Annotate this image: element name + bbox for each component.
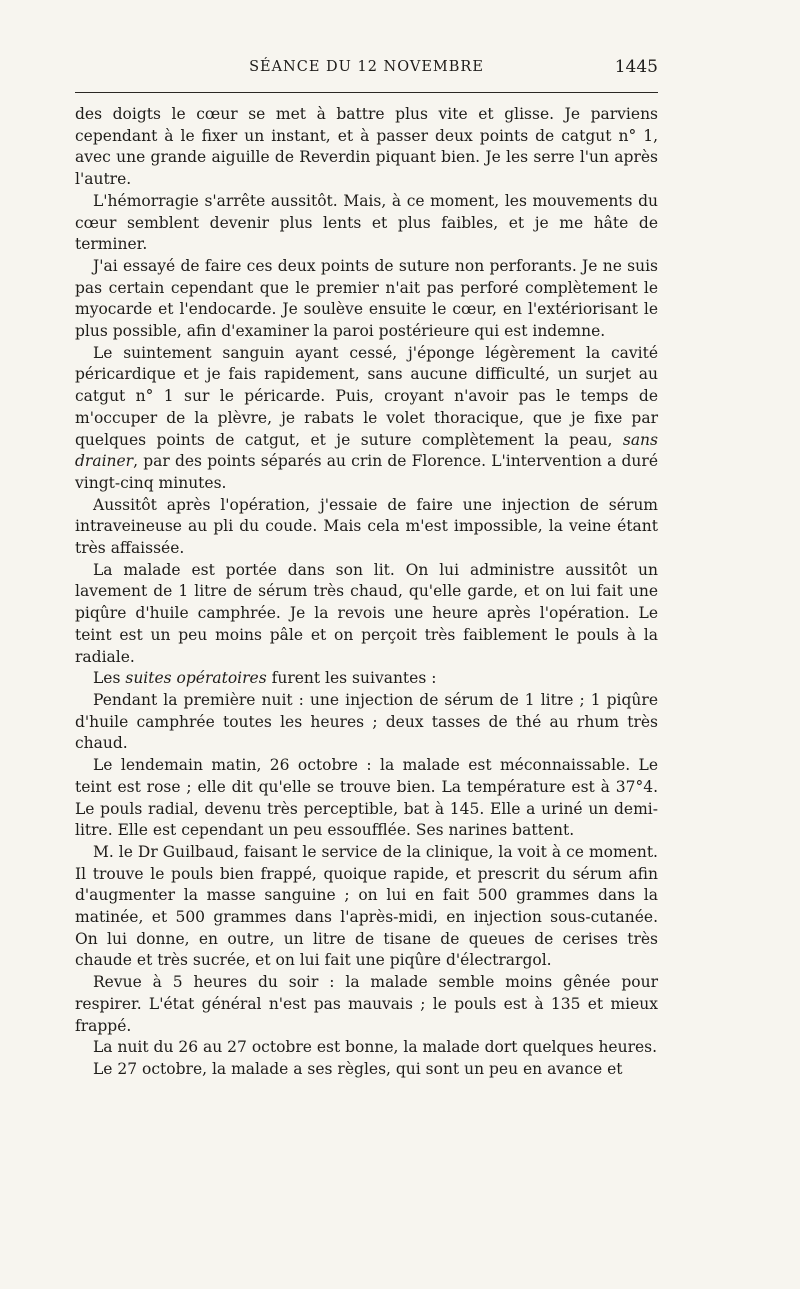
- paragraph-text: La nuit du 26 au 27 octobre est bonne, la malade dort quelques heures.: [93, 1038, 658, 1057]
- paragraph-text: Revue à 5 heures du soir : la malade semble moins gênée pour respirer. L'état général n'est pas mauvais ; le pouls est à 135 et mieux frappé.: [75, 973, 658, 1035]
- paragraph-text: La malade est portée dans son lit. On lui administre aussitôt un lavement de 1 litre de sérum très chaud, qu'elle garde, et on lui fait une piqûre d'huile camphrée. Je la revois une heure après l'opération. Le teint est un peu moins pâle et on perçoit très faiblement le pouls à la radiale.: [75, 560, 658, 666]
- page-number: 1445: [614, 57, 658, 77]
- paragraph: [75, 343, 658, 495]
- paragraph-text: Le lendemain matin, 26 octobre : la malade est méconnaissable. Le teint est rose ; elle dit qu'elle se trouve bien. La température est à 37°4. Le pouls radial, devenu très perceptible, bat à 145. Elle a uriné un demi-litre. Elle est cependant un peu essoufflée. Ses narines battent.: [75, 756, 658, 840]
- paragraph-text: Le suintement sanguin ayant cessé, j'éponge légèrement la cavité péricardique et je fais rapidement, sans aucune difficulté, un surjet au catgut n° 1 sur le péricarde. Puis, croyant n'avoir pas le temps de m'occuper de la plèvre, je rabats le volet thoracique, que je fixe par quelques points de catgut, et je suture complètement la peau,: [75, 343, 658, 449]
- running-header: [75, 55, 658, 81]
- paragraph-text: M. le Dr Guilbaud, faisant le service de la clinique, la voit à ce moment. Il trouve le pouls bien frappé, quoique rapide, et prescrit du sérum afin d'augmenter la masse sanguine ; on lui en fait 500 grammes dans la matinée, et 500 grammes dans l'après-midi, en injection sous-cutanée. On lui donne, en outre, un litre de tisane de queues de cerises très chaude et très sucrée, et on lui fait une piqûre d'électrargol.: [75, 842, 658, 970]
- paragraph: [75, 842, 658, 972]
- paragraph-text: J'ai essayé de faire ces deux points de suture non perforants. Je ne suis pas certain cependant que le premier n'ait pas perforé complètement le myocarde et l'endocarde. Je soulève ensuite le cœur, en l'extériorisant le plus possible, afin d'examiner la paroi postérieure qui est indemne.: [75, 256, 658, 341]
- paragraph: [75, 972, 658, 1037]
- header-rule: [75, 92, 658, 93]
- paragraph-text: , par des points séparés au crin de Florence. L'intervention a duré vingt-cinq minutes.: [75, 452, 658, 492]
- paragraph: [75, 560, 658, 669]
- body-text: [75, 104, 658, 1081]
- paragraph-text: Pendant la première nuit : une injection de sérum de 1 litre ; 1 piqûre d'huile camphrée toutes les heures ; deux tasses de thé au rhum très chaud.: [75, 690, 658, 753]
- paragraph: [75, 1037, 658, 1059]
- italic-text: suites opératoires: [125, 669, 267, 688]
- paragraph-text: Les: [93, 669, 126, 688]
- paragraph: [75, 191, 658, 256]
- header-title: SÉANCE DU 12 NOVEMBRE: [249, 59, 484, 75]
- paragraph: [75, 755, 658, 842]
- paragraph-text: furent les suivantes :: [266, 669, 437, 688]
- paragraph-text: Aussitôt après l'opération, j'essaie de faire une injection de sérum intraveineuse au pli du coude. Mais cela m'est impossible, la veine étant très affaissée.: [75, 495, 658, 558]
- paragraph: [75, 495, 658, 560]
- paragraph: [75, 104, 658, 191]
- paragraph-text: L'hémorragie s'arrête aussitôt. Mais, à ce moment, les mouvements du cœur semblent devenir plus lents et plus faibles, et je me hâte de terminer.: [75, 191, 658, 254]
- paragraph: [75, 256, 658, 343]
- italic-text: sans drainer: [75, 430, 658, 471]
- paragraph: [75, 1059, 658, 1081]
- paragraph-text: des doigts le cœur se met à battre plus vite et glisse. Je parviens cependant à le fixer un instant, et à passer deux points de catgut n° 1, avec une grande aiguille de Reverdin piquant bien. Je les serre l'un après l'autre.: [75, 105, 658, 189]
- paragraph-text: Le 27 octobre, la malade a ses règles, qui sont un peu en avance et: [93, 1059, 623, 1078]
- paragraph: [75, 668, 658, 690]
- paragraph: [75, 690, 658, 755]
